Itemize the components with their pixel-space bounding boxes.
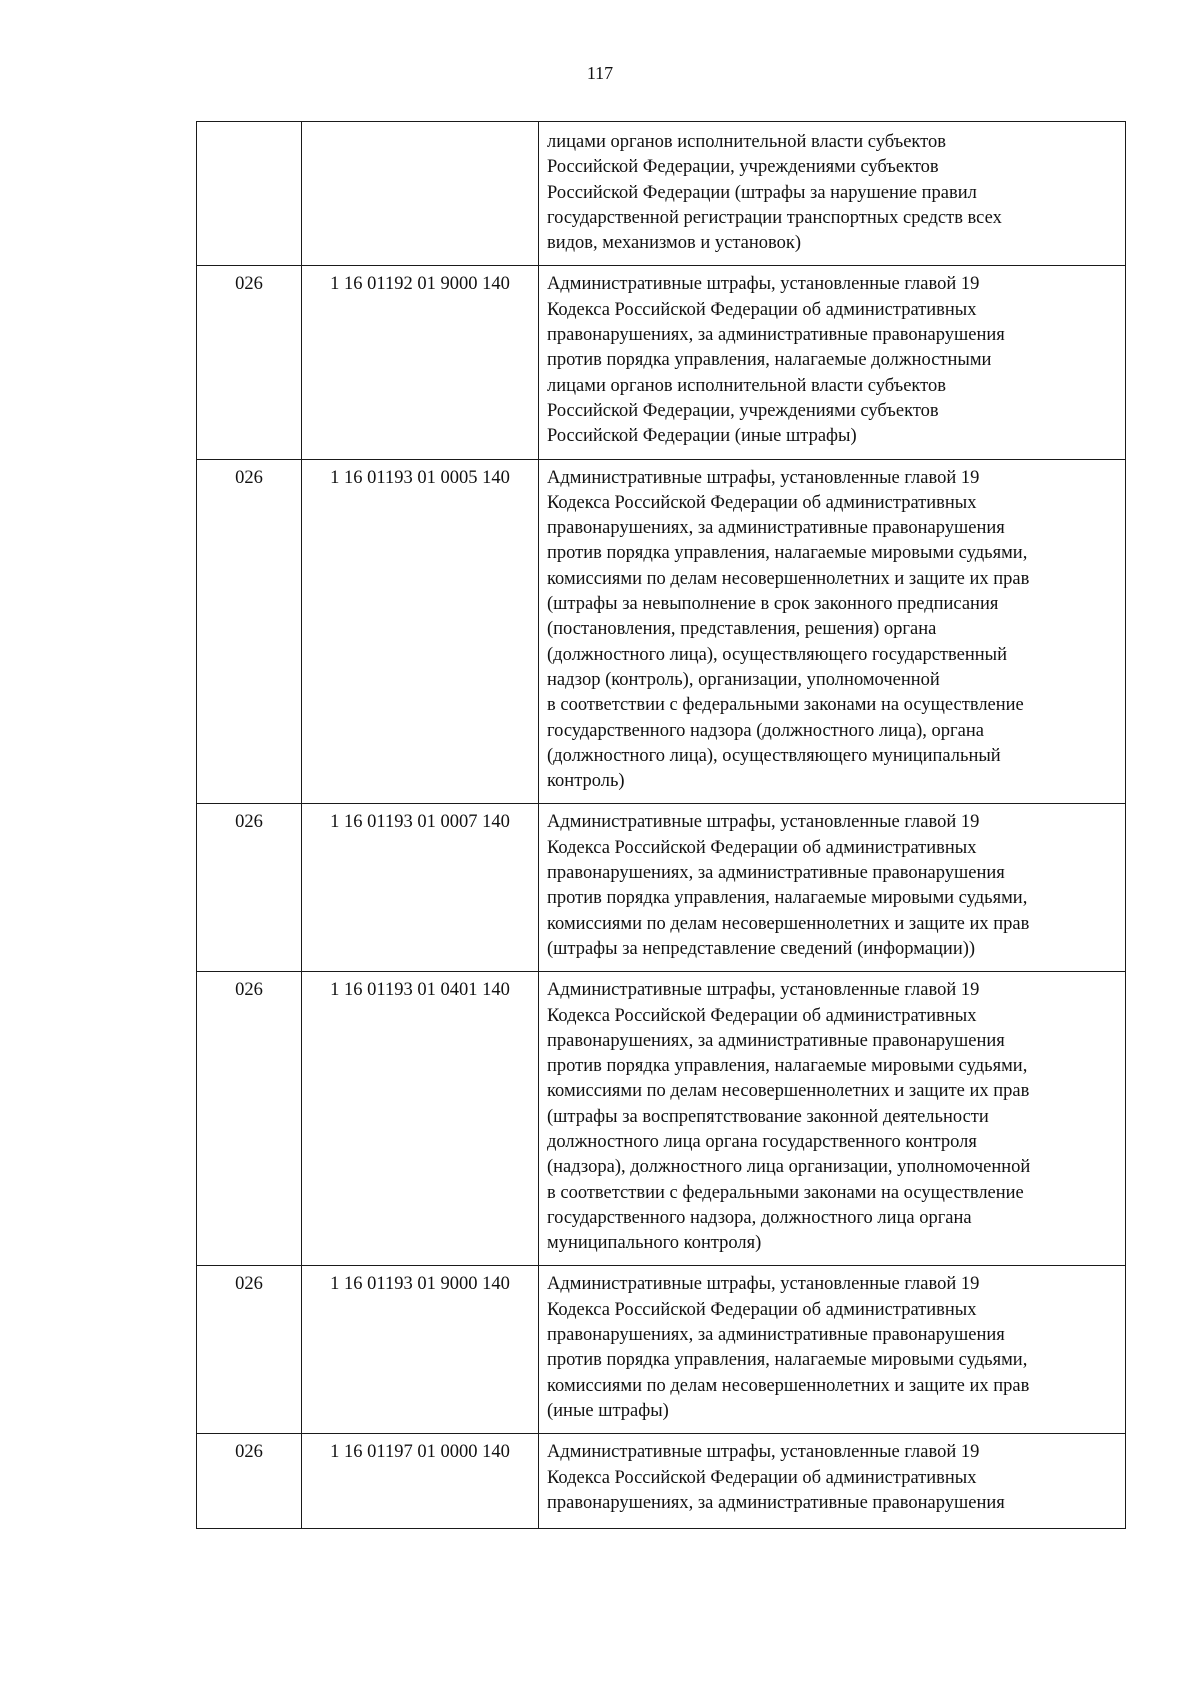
- revenue-name-line: контроль): [547, 771, 625, 792]
- budget-classification-code-cell: [302, 122, 539, 266]
- revenue-name-line: комиссиями по делам несовершеннолетних и защите их прав: [547, 913, 1030, 934]
- revenue-name-line: Кодекса Российской Федерации об административных: [547, 1005, 977, 1026]
- revenue-name-cell: [539, 804, 1126, 972]
- revenue-name-cell: [539, 266, 1126, 459]
- budget-classification-code-cell: 1 16 01192 01 9000 140: [302, 266, 539, 459]
- budget-classification-code-cell: 1 16 01197 01 0000 140: [302, 1434, 539, 1529]
- table-row: [197, 459, 1126, 804]
- revenue-name-cell: [539, 1434, 1126, 1529]
- admin-code-cell: 026: [197, 804, 302, 972]
- revenue-name-line: против порядка управления, налагаемые должностными: [547, 350, 992, 371]
- revenue-name-line: Кодекса Российской Федерации об административных: [547, 1299, 977, 1320]
- revenue-name-cell: [539, 972, 1126, 1266]
- revenue-name-line: (штрафы за непредставление сведений (информации)): [547, 938, 976, 959]
- admin-code-cell: [197, 122, 302, 266]
- table-row: [197, 972, 1126, 1266]
- revenue-name-line: правонарушениях, за административные правонарушения: [547, 1492, 1005, 1513]
- revenue-name-line: государственной регистрации транспортных средств всех: [547, 207, 1002, 228]
- revenue-name-cell: [539, 122, 1126, 266]
- revenue-name-line: Кодекса Российской Федерации об административных: [547, 1467, 977, 1488]
- revenue-name-line: правонарушениях, за административные правонарушения: [547, 325, 1005, 346]
- admin-code-cell: 026: [197, 459, 302, 804]
- revenue-name-line: видов, механизмов и установок): [547, 233, 802, 254]
- revenue-name-line: правонарушениях, за административные правонарушения: [547, 1030, 1005, 1051]
- revenue-name-line: (надзора), должностного лица организации, уполномоченной: [547, 1157, 1031, 1178]
- admin-code-cell: 026: [197, 1434, 302, 1529]
- revenue-name-line: лицами органов исполнительной власти субъектов: [547, 375, 947, 396]
- table-row: [197, 1266, 1126, 1434]
- revenue-name-line: Российской Федерации (иные штрафы): [547, 426, 857, 447]
- revenue-name-line: правонарушениях, за административные правонарушения: [547, 518, 1005, 539]
- revenue-name-line: (иные штрафы): [547, 1400, 669, 1421]
- revenue-name-line: против порядка управления, налагаемые мировыми судьями,: [547, 888, 1028, 909]
- table-body: [197, 122, 1126, 1529]
- admin-code-cell: 026: [197, 266, 302, 459]
- revenue-name-line: против порядка управления, налагаемые мировыми судьями,: [547, 1350, 1028, 1371]
- revenue-name-line: (штрафы за воспрепятствование законной деятельности: [547, 1106, 989, 1127]
- revenue-name-line: в соответствии с федеральными законами на осуществление: [547, 1182, 1024, 1203]
- budget-classification-code-cell: 1 16 01193 01 0401 140: [302, 972, 539, 1266]
- revenue-name-line: Российской Федерации (штрафы за нарушение правил: [547, 182, 977, 203]
- revenue-name-line: надзор (контроль), организации, уполномоченной: [547, 669, 940, 690]
- revenue-name-line: лицами органов исполнительной власти субъектов: [547, 132, 947, 152]
- revenue-name-line: (постановления, представления, решения) органа: [547, 619, 937, 640]
- revenue-name-line: против порядка управления, налагаемые мировыми судьями,: [547, 1056, 1028, 1077]
- revenue-name-line: Кодекса Российской Федерации об административных: [547, 299, 977, 320]
- revenue-name-line: комиссиями по делам несовершеннолетних и защите их прав: [547, 568, 1030, 589]
- revenue-name-line: Кодекса Российской Федерации об административных: [547, 837, 977, 858]
- revenue-name-line: Административные штрафы, установленные главой 19: [547, 274, 980, 295]
- revenue-name-line: Административные штрафы, установленные главой 19: [547, 980, 980, 1001]
- budget-classification-code-cell: 1 16 01193 01 9000 140: [302, 1266, 539, 1434]
- revenue-name-line: против порядка управления, налагаемые мировыми судьями,: [547, 543, 1028, 564]
- table-row: [197, 804, 1126, 972]
- budget-classification-code-cell: 1 16 01193 01 0005 140: [302, 459, 539, 804]
- revenue-name-line: должностного лица органа государственного контроля: [547, 1131, 977, 1152]
- page-number: 117: [586, 63, 614, 83]
- table-row: [197, 1434, 1126, 1529]
- revenue-name-line: (должностного лица), осуществляющего государственный: [547, 644, 1007, 665]
- revenue-name-line: правонарушениях, за административные правонарушения: [547, 863, 1005, 884]
- revenue-name-line: государственного надзора, должностного лица органа: [547, 1207, 972, 1228]
- revenue-name-cell: [539, 1266, 1126, 1434]
- revenue-name-line: комиссиями по делам несовершеннолетних и защите их прав: [547, 1375, 1030, 1396]
- revenue-name-line: Российской Федерации, учреждениями субъектов: [547, 400, 939, 421]
- admin-code-cell: 026: [197, 972, 302, 1266]
- table-row: [197, 266, 1126, 459]
- revenue-name-line: Административные штрафы, установленные главой 19: [547, 1274, 980, 1295]
- revenue-name-line: Административные штрафы, установленные главой 19: [547, 467, 980, 488]
- revenue-name-line: Административные штрафы, установленные главой 19: [547, 812, 980, 833]
- revenue-name-line: комиссиями по делам несовершеннолетних и защите их прав: [547, 1081, 1030, 1102]
- revenue-name-line: муниципального контроля): [547, 1233, 762, 1254]
- revenue-name-line: Административные штрафы, установленные главой 19: [547, 1442, 980, 1463]
- budget-codes-table: [196, 121, 1126, 1529]
- revenue-name-line: государственного надзора (должностного лица), органа: [547, 720, 984, 741]
- table-row: [197, 122, 1126, 266]
- revenue-name-line: правонарушениях, за административные правонарушения: [547, 1325, 1005, 1346]
- revenue-name-line: (штрафы за невыполнение в срок законного предписания: [547, 594, 999, 615]
- revenue-name-line: в соответствии с федеральными законами на осуществление: [547, 695, 1024, 716]
- revenue-name-cell: [539, 459, 1126, 804]
- budget-classification-code-cell: 1 16 01193 01 0007 140: [302, 804, 539, 972]
- admin-code-cell: 026: [197, 1266, 302, 1434]
- revenue-name-line: (должностного лица), осуществляющего муниципальный: [547, 745, 1001, 766]
- revenue-name-line: Российской Федерации, учреждениями субъектов: [547, 157, 939, 178]
- revenue-name-line: Кодекса Российской Федерации об административных: [547, 492, 977, 513]
